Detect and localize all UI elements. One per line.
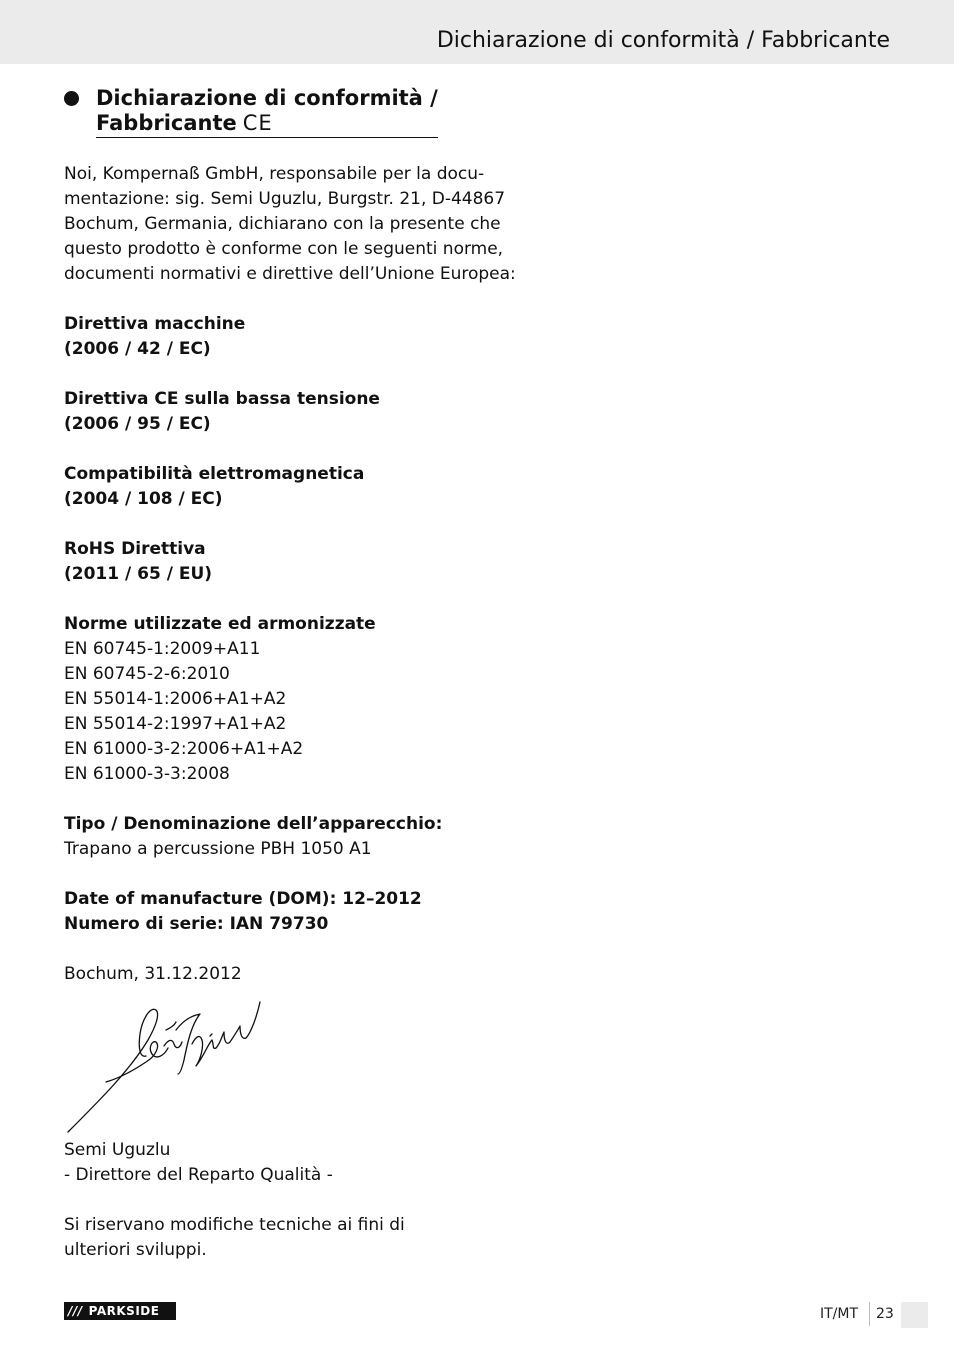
header-bar: [0, 0, 954, 64]
standards-title: Norme utilizzate ed armonizzate: [64, 614, 376, 634]
intro-line: Noi, Kompernaß GmbH, responsabile per la docu-: [64, 164, 485, 184]
signatory-role: - Direttore del Reparto Qualità -: [64, 1165, 333, 1185]
footer-language: IT/MT: [820, 1306, 859, 1322]
page-number: 23: [876, 1306, 894, 1322]
place-date: Bochum, 31.12.2012: [64, 964, 242, 984]
directive-emc: [64, 462, 364, 512]
standard-item: EN 55014-2:1997+A1+A2: [64, 714, 287, 734]
signature-image: [60, 1000, 270, 1140]
device-info: [64, 812, 442, 862]
footer-divider: [869, 1302, 870, 1326]
directive-code: (2006 / 95 / EC): [64, 414, 211, 434]
device-value: Trapano a percussione PBH 1050 A1: [64, 839, 372, 859]
disclaimer-line: ulteriori sviluppi.: [64, 1240, 207, 1260]
directive-low-voltage: [64, 387, 380, 437]
heading-text: [96, 86, 438, 138]
disclaimer: [64, 1213, 405, 1263]
bullet-icon: [64, 91, 79, 106]
manufacture-date: Date of manufacture (DOM): 12–2012: [64, 889, 422, 909]
disclaimer-line: Si riservano modifiche tecniche ai fini di: [64, 1215, 405, 1235]
heading-line-2: Fabbricante CE: [96, 111, 273, 135]
directive-rohs: [64, 537, 212, 587]
standards-list: [64, 612, 376, 787]
signatory-name: Semi Uguzlu: [64, 1140, 171, 1160]
directive-name: RoHS Direttiva: [64, 539, 206, 559]
device-title: Tipo / Denominazione dell’apparecchio:: [64, 814, 443, 834]
intro-line: documenti normativi e direttive dell’Unione Europea:: [64, 264, 516, 284]
intro-line: mentazione: sig. Semi Uguzlu, Burgstr. 21, D-44867: [64, 189, 506, 209]
directive-name: Direttiva macchine: [64, 314, 246, 334]
intro-line: Bochum, Germania, dichiarano con la presente che: [64, 214, 501, 234]
standard-item: EN 60745-2-6:2010: [64, 664, 230, 684]
directive-code: (2004 / 108 / EC): [64, 489, 223, 509]
directive-code: (2011 / 65 / EU): [64, 564, 213, 584]
directive-machines: [64, 312, 245, 362]
logo-text: PARKSIDE: [88, 1304, 160, 1318]
footer-tab: [901, 1302, 928, 1328]
heading-line-1: Dichiarazione di conformità /: [96, 86, 438, 110]
standard-item: EN 61000-3-3:2008: [64, 764, 230, 784]
directive-name: Direttiva CE sulla bassa tensione: [64, 389, 380, 409]
intro-line: questo prodotto è conforme con le seguenti norme,: [64, 239, 504, 259]
intro-paragraph: [64, 162, 516, 287]
logo-slashes-icon: ///: [68, 1304, 83, 1318]
directive-code: (2006 / 42 / EC): [64, 339, 211, 359]
standard-item: EN 60745-1:2009+A11: [64, 639, 261, 659]
page-title: Dichiarazione di conformità / Fabbricante: [436, 28, 890, 53]
manufacture-info: [64, 887, 422, 937]
standard-item: EN 61000-3-2:2006+A1+A2: [64, 739, 304, 759]
signatory: [64, 1138, 333, 1188]
serial-number: Numero di serie: IAN 79730: [64, 914, 329, 934]
standard-item: EN 55014-1:2006+A1+A2: [64, 689, 287, 709]
parkside-logo: [64, 1302, 176, 1320]
ce-mark-icon: CE: [242, 111, 273, 135]
directive-name: Compatibilità elettromagnetica: [64, 464, 365, 484]
